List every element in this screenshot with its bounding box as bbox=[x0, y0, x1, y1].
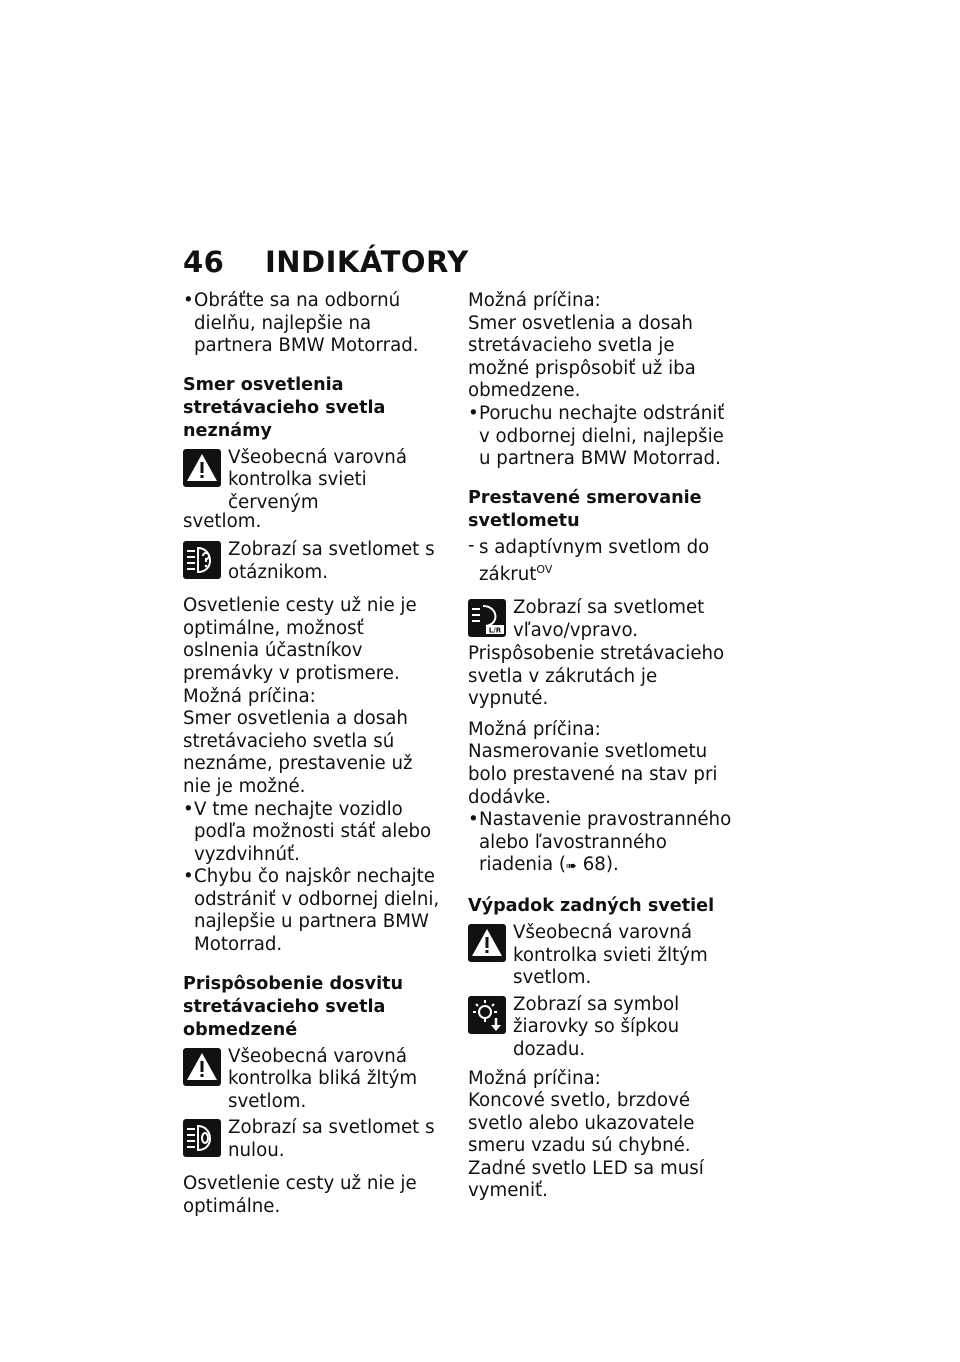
list-item: • Chybu čo najskôr nechajte odstrániť v odbornej dielni, najlepšie u partnera BMW Motorrad. bbox=[183, 866, 440, 956]
section-heading: Prestavené smerovanie svetlometu bbox=[468, 487, 702, 531]
svg-text:L/R: L/R bbox=[488, 626, 502, 635]
left-column: • Obráťte sa na odbornú dielňu, najlepšie na partnera BMW Motorrad. Smer osvetlenia stretávacieho svetla neznámy Všeobecná varovná kontrolka svieti červeným svetlom. Zobrazí sa svetlomet s otáznikom. Osvetlenie cesty už nie je optimálne, možnosť oslnenia účastníkov premávky v protismere. Možná príčina: Smer osvetlenia a dosah stretávacieho svetla sú neznáme, prestavenie už nie je možné. • V tme nechajte vozidlo podľa možnosti stáť alebo vyzdvihnúť. • Chybu čo najskôr nechajte odstrániť v odbornej dielni, najlepšie u partnera BMW Motorrad. Prispôsobenie dosvitu stretávacieho svetla obmedzené Všeobecná varovná kontrolka bliká žltým svetlom. Zobrazí sa svetlomet s nulou. Osvetlenie cesty už nie je optimálne. bbox=[183, 290, 445, 1219]
indicator-row: Všeobecná varovná kontrolka svieti červeným bbox=[183, 447, 445, 515]
warning-triangle-icon bbox=[183, 1048, 221, 1086]
right-column: Možná príčina: Smer osvetlenia a dosah stretávacieho svetla je možné prispôsobiť už iba obmedzene. • Poruchu nechajte odstrániť v odbornej dielni, najlepšie u partnera BMW Motorrad. Prestavené smerovanie svetlometu - s adaptívnym svetlom do zákrut$^{OV}$ L/R Zobrazí sa svetlomet vľavo/vpravo. Prispôsobenie stretávacieho svetla v zákrutách je vypnuté. Možná príčina: Nasmerovanie svetlometu bolo prestavené na stav pri dodávke. • Nastavenie pravostranného alebo ľavostranného riadenia (➠ 68). Výpadok zadných svetiel Všeobecná varovná kontrolka svieti žltým svetlom. Zobrazí sa symbol žiarovky so šípkou dozadu. Možná príčina: Koncové svetlo, brzdové svetlo alebo ukazovatele smeru vzadu sú chybné. Zadné svetlo LED sa musí vymeniť. bbox=[468, 290, 736, 1203]
list-item: • V tme nechajte vozidlo podľa možnosti stáť alebo vyzdvihnúť. bbox=[183, 798, 432, 865]
page-ref-link[interactable]: 68 bbox=[582, 854, 606, 876]
indicator-row: Zobrazí sa svetlomet s nulou. bbox=[183, 1117, 445, 1163]
list-item: - s adaptívnym svetlom do zákrut$^{OV}$ bbox=[468, 534, 710, 586]
indicator-row: Všeobecná varovná kontrolka bliká žltým svetlom. bbox=[183, 1046, 445, 1114]
indicator-row: Všeobecná varovná kontrolka svieti žltým svetlom. bbox=[468, 922, 736, 990]
section-heading: Výpadok zadných svetiel bbox=[468, 895, 715, 916]
list-item: • Obráťte sa na odbornú dielňu, najlepšie na partnera BMW Motorrad. bbox=[183, 290, 419, 357]
headlight-zero-icon bbox=[183, 1119, 221, 1157]
list-item: • Poruchu nechajte odstrániť v odbornej dielni, najlepšie u partnera BMW Motorrad. bbox=[468, 402, 725, 470]
page-ref-arrow-icon: ➠ bbox=[566, 859, 577, 875]
section-heading: Smer osvetlenia stretávacieho svetla neznámy bbox=[183, 374, 386, 441]
section-heading: Prispôsobenie dosvitu stretávacieho svetla obmedzené bbox=[183, 973, 404, 1040]
bulb-arrow-icon bbox=[468, 996, 506, 1034]
page-title: INDIKÁTORY bbox=[265, 245, 469, 279]
indicator-row: Zobrazí sa symbol žiarovky so šípkou dozadu. bbox=[468, 994, 736, 1062]
indicator-row: Zobrazí sa svetlomet s otáznikom. bbox=[183, 539, 445, 585]
page-header bbox=[183, 245, 469, 279]
warning-triangle-icon bbox=[183, 449, 221, 487]
headlight-lr-icon bbox=[468, 599, 506, 637]
headlight-question-icon bbox=[183, 541, 221, 579]
indicator-row: L/R Zobrazí sa svetlomet vľavo/vpravo. bbox=[468, 597, 736, 643]
list-item: • Nastavenie pravostranného alebo ľavostranného riadenia (➠ 68). bbox=[468, 809, 732, 876]
warning-triangle-icon bbox=[468, 924, 506, 962]
page-number: 46 bbox=[183, 245, 225, 279]
